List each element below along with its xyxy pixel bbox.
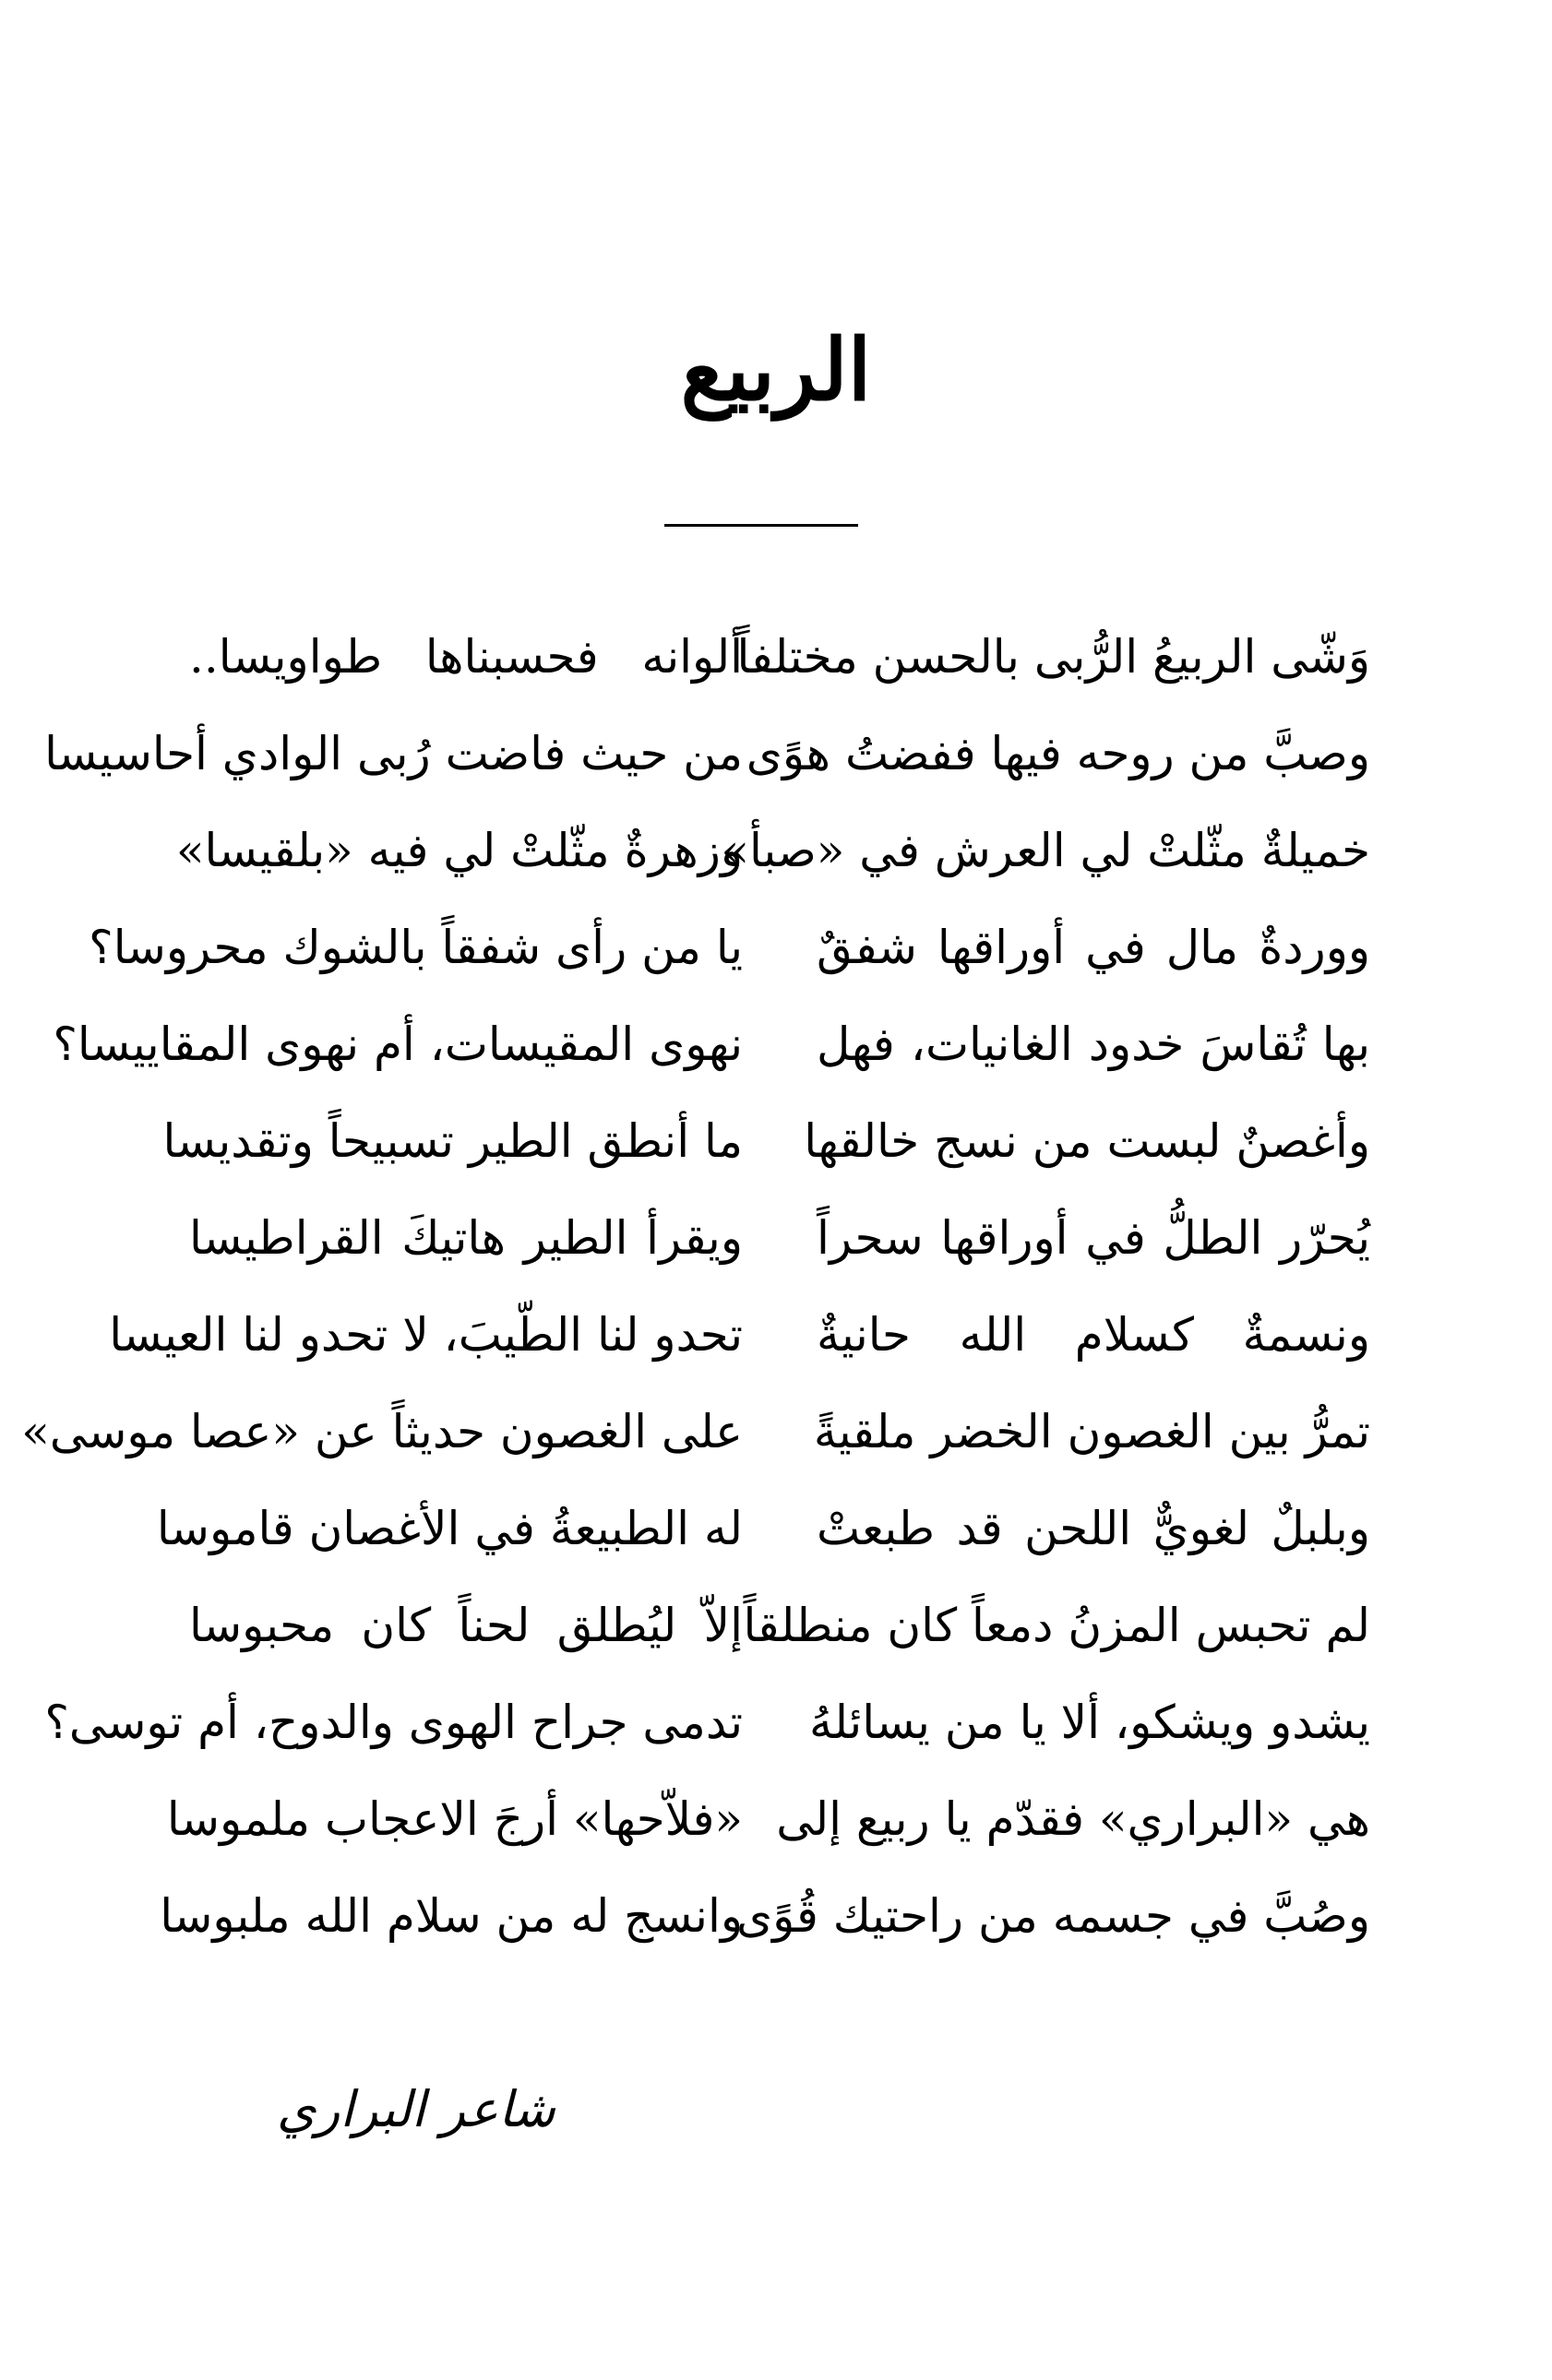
verse-first-hemistich: ووردةٌ مال في أوراقها شفقٌ — [817, 921, 1370, 974]
verse-first-hemistich: يشدو ويشكو، ألا يا من يسائلهُ — [808, 1696, 1370, 1749]
verse — [189, 609, 1370, 706]
verse-first-hemistich: لم تحبس المزنُ دمعاً كان منطلقاً — [743, 1599, 1370, 1652]
verse — [109, 1287, 1370, 1384]
verse-first-hemistich: وَشّى الربيعُ الرُّبى بالحسن مختلفاً — [736, 630, 1370, 684]
verse — [156, 1481, 1370, 1577]
verse — [89, 899, 1370, 996]
verse — [162, 1093, 1370, 1190]
verse — [21, 1384, 1370, 1481]
poet-signature: شاعر البراري — [277, 2080, 555, 2138]
verse — [189, 1577, 1370, 1674]
verse — [44, 1674, 1370, 1771]
verse-second-hemistich: وانسج له من سلام الله ملبوسا — [160, 1889, 743, 1943]
poem-title: الربيع — [680, 320, 872, 420]
verse-first-hemistich: ونسمةٌ كسلام الله حانيةٌ — [817, 1308, 1370, 1362]
verse-second-hemistich: تدمى جراح الهوى والدوح، أم توسى؟ — [44, 1696, 743, 1749]
verse-second-hemistich: ألوانه فحسبناها طواويسا.. — [189, 630, 743, 684]
verse — [166, 1771, 1370, 1868]
verse — [53, 996, 1370, 1093]
verse — [160, 1868, 1370, 1965]
verse-first-hemistich: وأغصنٌ لبست من نسج خالقها — [804, 1114, 1370, 1168]
poem-body — [21, 609, 1370, 1965]
verse-second-hemistich: وزهرةٌ مثّلتْ لي فيه «بلقيسا» — [175, 824, 743, 877]
verse-first-hemistich: هي «البراري» فقدّم يا ربيع إلى — [776, 1792, 1370, 1846]
verse-second-hemistich: تحدو لنا الطّيبَ، لا تحدو لنا العيسا — [109, 1308, 743, 1362]
verse-first-hemistich: تمرُّ بين الغصون الخضر ملقيةً — [813, 1405, 1370, 1458]
verse-first-hemistich: خميلةٌ مثّلتْ لي العرش في «صبأ» — [721, 824, 1370, 877]
verse-first-hemistich: بها تُقاسَ خدود الغانيات، فهل — [817, 1017, 1370, 1071]
verse-second-hemistich: يا من رأى شفقاً بالشوك محروسا؟ — [89, 921, 743, 974]
verse-second-hemistich: ما أنطق الطير تسبيحاً وتقديسا — [162, 1114, 743, 1168]
verse-first-hemistich: وصُبَّ في جسمه من راحتيك قُوًى — [736, 1889, 1370, 1943]
verse-first-hemistich: وبلبلٌ لغويٌّ اللحن قد طبعتْ — [817, 1502, 1370, 1555]
verse-first-hemistich: وصبَّ من روحه فيها ففضتُ هوًى — [746, 727, 1370, 780]
verse-second-hemistich: «فلاّحها» أرجَ الاعجاب ملموسا — [166, 1792, 743, 1846]
verse — [189, 1190, 1370, 1287]
verse-second-hemistich: إلاّ ليُطلق لحناً كان محبوسا — [189, 1599, 743, 1652]
verse — [175, 803, 1370, 899]
verse — [44, 706, 1370, 803]
verse-first-hemistich: يُحرّر الطلُّ في أوراقها سحراً — [817, 1211, 1370, 1265]
title-divider — [664, 524, 858, 527]
verse-second-hemistich: على الغصون حديثاً عن «عصا موسى» — [21, 1405, 743, 1458]
verse-second-hemistich: من حيث فاضت رُبى الوادي أحاسيسا — [44, 727, 743, 780]
verse-second-hemistich: ويقرأ الطير هاتيكَ القراطيسا — [189, 1211, 743, 1265]
verse-second-hemistich: له الطبيعةُ في الأغصان قاموسا — [156, 1502, 743, 1555]
verse-second-hemistich: نهوى المقيسات، أم نهوى المقاييسا؟ — [53, 1017, 743, 1071]
